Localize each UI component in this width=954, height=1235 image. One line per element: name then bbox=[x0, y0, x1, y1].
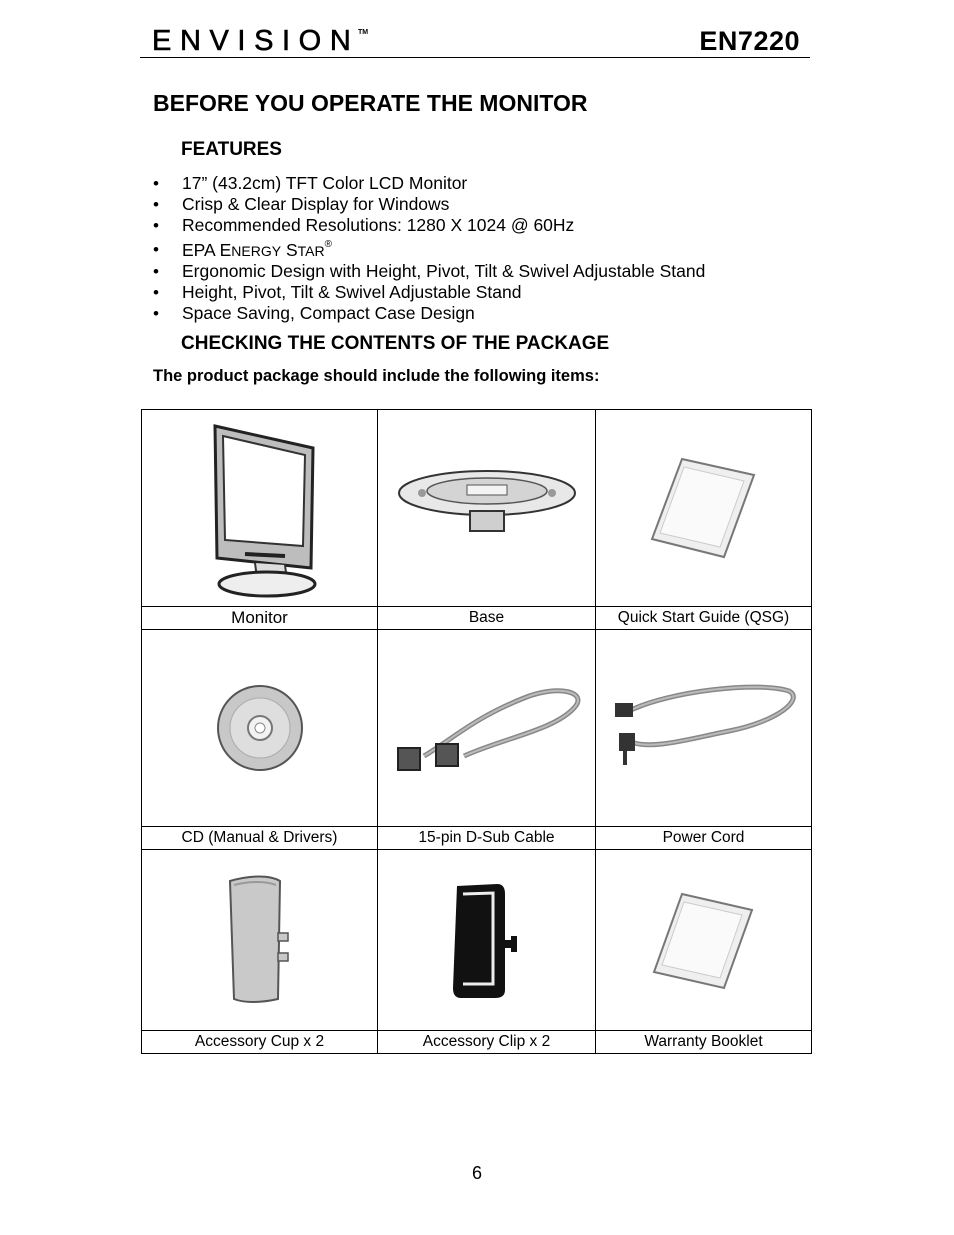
power-cord-icon bbox=[609, 681, 799, 776]
svg-text:TM: TM bbox=[358, 29, 369, 36]
booklet-icon bbox=[644, 453, 764, 563]
page-number: 6 bbox=[471, 1163, 482, 1183]
list-item: • Ergonomic Design with Height, Pivot, Tilt & Swivel Adjustable Stand bbox=[153, 261, 705, 282]
list-item: • Recommended Resolutions: 1280 X 1024 @ 60Hz bbox=[153, 215, 705, 236]
envision-logo bbox=[152, 24, 372, 58]
item-label: Warranty Booklet bbox=[596, 1031, 812, 1054]
monitor-icon bbox=[195, 418, 325, 598]
package-heading: CHECKING THE CONTENTS OF THE PACKAGE bbox=[181, 333, 610, 354]
item-label: CD (Manual & Drivers) bbox=[142, 827, 378, 850]
cd-icon bbox=[215, 683, 305, 773]
package-intro: The product package should include the following items: bbox=[153, 367, 600, 385]
list-item: • Crisp & Clear Display for Windows bbox=[153, 194, 705, 215]
cd-image-cell bbox=[142, 630, 378, 827]
svg-text:ENVISION: ENVISION bbox=[152, 25, 352, 57]
dsub-cable-icon bbox=[384, 678, 589, 778]
header-rule bbox=[140, 57, 810, 58]
list-item: • Height, Pivot, Tilt & Swivel Adjustable Stand bbox=[153, 282, 705, 303]
dsub-image-cell bbox=[378, 630, 596, 827]
package-contents-table bbox=[141, 409, 812, 1054]
item-label: Power Cord bbox=[596, 827, 812, 850]
page-title: BEFORE YOU OPERATE THE MONITOR bbox=[153, 90, 588, 116]
item-label: 15-pin D-Sub Cable bbox=[378, 827, 596, 850]
features-heading: FEATURES bbox=[181, 139, 282, 160]
accessory-clip-image-cell bbox=[378, 850, 596, 1031]
item-label: Accessory Cup x 2 bbox=[142, 1031, 378, 1054]
qsg-image-cell bbox=[596, 410, 812, 607]
model-number: EN7220 bbox=[699, 26, 800, 56]
accessory-cup-icon bbox=[220, 875, 300, 1005]
list-item: • Space Saving, Compact Case Design bbox=[153, 303, 705, 324]
list-item-energy-star: • EPA ENERGY STAR® bbox=[153, 237, 705, 261]
power-cord-image-cell bbox=[596, 630, 812, 827]
base-image-cell bbox=[378, 410, 596, 607]
item-label: Monitor bbox=[142, 607, 378, 630]
features-list bbox=[153, 173, 705, 324]
item-label: Accessory Clip x 2 bbox=[378, 1031, 596, 1054]
booklet-icon bbox=[646, 888, 761, 993]
accessory-cup-image-cell bbox=[142, 850, 378, 1031]
warranty-image-cell bbox=[596, 850, 812, 1031]
base-icon bbox=[392, 463, 582, 553]
item-label: Base bbox=[378, 607, 596, 630]
accessory-clip-icon bbox=[447, 880, 527, 1000]
list-item: • 17” (43.2cm) TFT Color LCD Monitor bbox=[153, 173, 705, 194]
monitor-image-cell bbox=[142, 410, 378, 607]
item-label: Quick Start Guide (QSG) bbox=[596, 607, 812, 630]
